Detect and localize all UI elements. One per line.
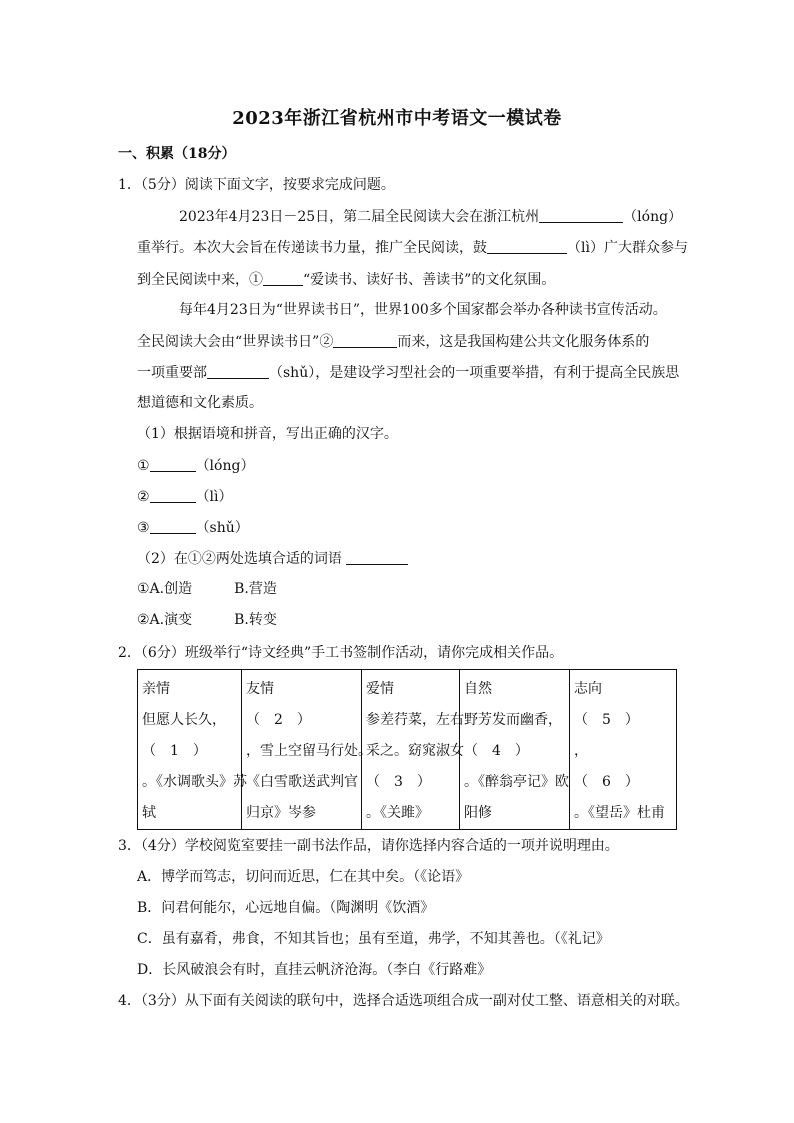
- answer-blank[interactable]: [150, 517, 196, 534]
- table-cell: 自然 野芳发而幽香， （ 4 ） 。《醉翁亭记》欧 阳修: [460, 670, 570, 830]
- q1-answer-3: ③ （shǔ）: [137, 517, 249, 538]
- q1-passage-line: 重举行。本次大会旨在传递读书力量，推广全民阅读，鼓 （lì）广大群众参与: [137, 237, 688, 258]
- answer-blank[interactable]: [150, 455, 196, 472]
- bookmark-table: [137, 669, 677, 830]
- q1-passage-line: 一项重要部 （shǔ），是建设学习型社会的一项重要举措，有利于提高全民族思: [137, 362, 679, 383]
- q1-stem: 1．（5分）阅读下面文字，按要求完成问题。: [118, 177, 395, 193]
- q2-stem: 2．（6分）班级举行“诗文经典”手工书签制作活动，请你完成相关作品。: [118, 645, 564, 661]
- q3-option-b[interactable]: B．问君何能尔，心远地自偏。（陶渊明《饮酒》: [137, 900, 435, 916]
- exam-title: 2023年浙江省杭州市中考语文一模试卷: [232, 108, 562, 129]
- option[interactable]: ②A.演变: [137, 612, 193, 628]
- answer-blank[interactable]: [333, 331, 397, 348]
- q1-passage-line: 全民阅读大会由“世界读书日”② 而来，这是我国构建公共文化服务体系的: [137, 331, 649, 352]
- option[interactable]: B.营造: [234, 581, 277, 597]
- q1-passage-line: 想道德和文化素质。: [137, 395, 263, 411]
- q1-option-row-2: [137, 610, 277, 630]
- q3-option-d[interactable]: D．长风破浪会有时，直挂云帆济沧海。（李白《行路难》: [137, 962, 492, 978]
- q3-option-c[interactable]: C．虽有嘉肴，弗食，不知其旨也；虽有至道，弗学，不知其善也。（《礼记》: [137, 931, 610, 947]
- q1-passage-line: 到全民阅读中来，① “爱读书、读好书、善读书”的文化氛围。: [137, 269, 555, 290]
- answer-blank[interactable]: [487, 237, 567, 254]
- q4-stem: 4．（3分）从下面有关阅读的联句中，选择合适选项组合成一副对仗工整、语意相关的对联。: [118, 993, 689, 1009]
- q1-sub1: （1）根据语境和拼音，写出正确的汉字。: [137, 426, 398, 442]
- q1-answer-2: ② （lì）: [137, 486, 233, 507]
- answer-blank[interactable]: [207, 362, 269, 379]
- table-cell: 志向 （ 5 ） ， （ 6 ） 。《望岳》杜甫: [570, 670, 677, 830]
- q1-passage-line: 2023年4月23日－25日，第二届全民阅读大会在浙江杭州 （lóng）: [179, 206, 682, 227]
- answer-blank[interactable]: [150, 486, 196, 503]
- section-heading: 一、积累（18分）: [118, 146, 236, 162]
- q1-sub2: （2）在①②两处选填合适的词语: [137, 548, 408, 569]
- answer-blank[interactable]: [263, 269, 303, 286]
- table-cell: 爱情 参差荇菜，左右 采之。窈窕淑女 （ 3 ） 。《关雎》: [362, 670, 460, 830]
- option[interactable]: ①A.创造: [137, 581, 193, 597]
- q1-answer-1: ① （lóng）: [137, 455, 254, 476]
- q1-option-row-1: [137, 579, 277, 599]
- q3-option-a[interactable]: A．博学而笃志，切问而近思，仁在其中矣。（《论语》: [137, 869, 470, 885]
- option[interactable]: B.转变: [234, 612, 277, 628]
- q1-passage-line: 每年4月23日为“世界读书日”，世界100多个国家都会举办各种读书宣传活动。: [179, 302, 667, 318]
- q3-stem: 3．（4分）学校阅览室要挂一副书法作品，请你选择内容合适的一项并说明理由。: [118, 838, 619, 854]
- table-cell: 亲情 但愿人长久， （ 1 ） 。《水调歌头》苏 轼: [138, 670, 242, 830]
- answer-blank[interactable]: [539, 206, 623, 223]
- table-cell: 友情 （ 2 ） ，雪上空留马行处。 《白雪歌送武判官 归京》岑参: [242, 670, 362, 830]
- answer-blank[interactable]: [346, 548, 408, 565]
